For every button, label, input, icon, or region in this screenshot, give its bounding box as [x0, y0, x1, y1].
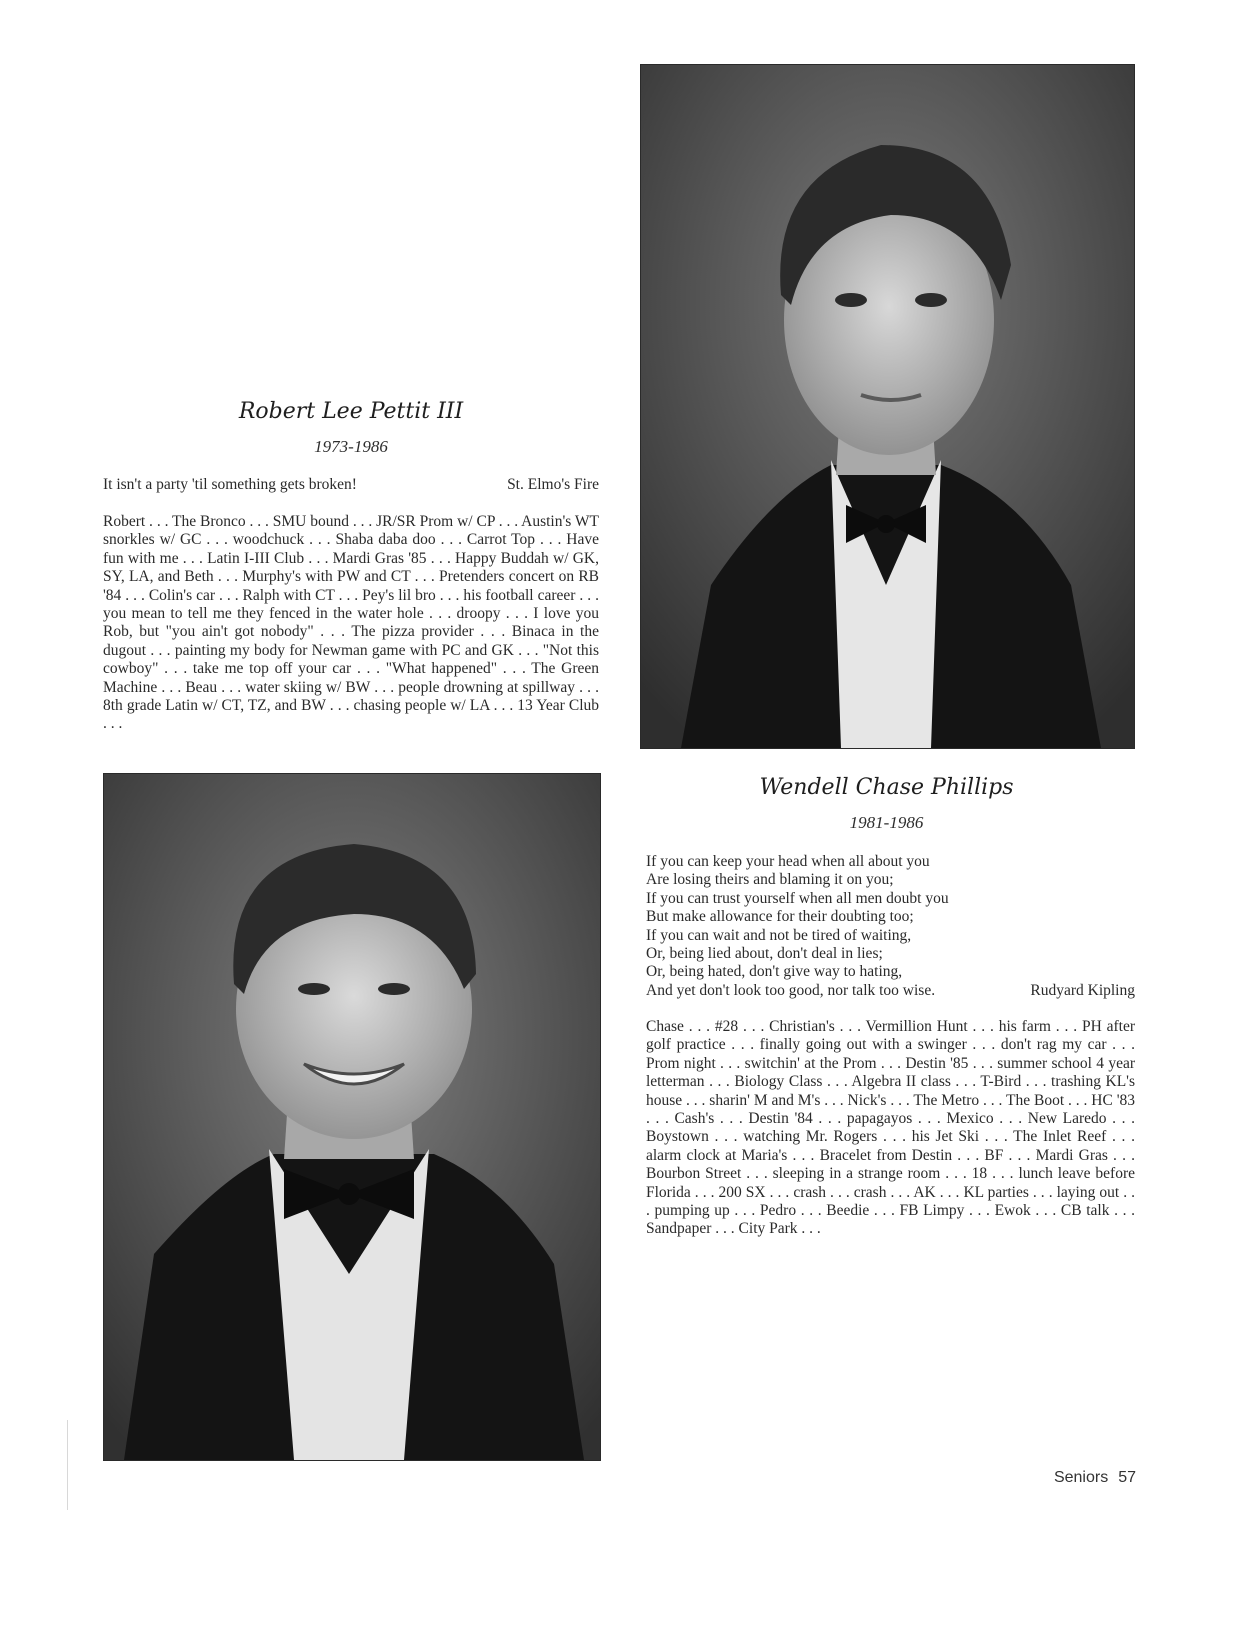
poem-line: Are losing theirs and blaming it on you;: [646, 871, 894, 889]
page-number: 57: [1118, 1469, 1136, 1486]
senior-blurb-pettit: Robert . . . The Bronco . . . SMU bound . . . JR/SR Prom w/ CP . . . Austin's WT snorkles w/ GC . . . woodchuck . . . Shaba daba doo . . . Carrot Top . . . Have fun with me . . . Latin I-III Club . . . Mardi Gras '85 . . . Happy Buddah w/ GK, SY, LA, and Beth . . . Murphy's with PW and CT . . . Pretenders concert on RB '84 . . . Colin's car . . . Ralph with CT . . . Pey's lil bro . . . his football career . . . you mean to tell me they fenced in the water hole . . . droopy . . . I love you Rob, but "you ain't got nobody" . . . The pizza provider . . . Binaca in the dugout . . . painting my body for Newman game with PC and GK . . . "Not this cowboy" . . . take me top off your car . . . "What happened" . . . The Green Machine . . . Beau . . . water skiing w/ BW . . . people drowning at spillway . . . 8th grade Latin w/ CT, TZ, and BW . . . chasing people w/ LA . . . 13 Year Club . . .: [103, 513, 599, 733]
poem-line: If you can wait and not be tired of waiting,: [646, 926, 912, 944]
quote-text: It isn't a party 'til something gets broken!: [103, 476, 357, 493]
senior-name-pettit: Robert Lee Pettit III: [238, 399, 464, 424]
poem-line: If you can keep your head when all about you: [646, 853, 930, 870]
senior-blurb-phillips: Chase . . . #28 . . . Christian's . . . Vermillion Hunt . . . his farm . . . PH after golf practice . . . finally going out with a swinger . . . don't rag my car . . . Prom night . . . switchin' at the Prom . . . Destin '85 . . . summer school 4 year letterman . . . Biology Class . . . Algebra II class . . . T-Bird . . . trashing KL's house . . . sharin' M and M's . . . Nick's . . . The Metro . . . The Boot . . . HC '83 . . . Cash's . . . Destin '84 . . . papagayos . . . Mexico . . . New Laredo . . . Boystown . . . watching Mr. Rogers . . . his Jet Ski . . . The Inlet Reef . . . alarm clock at Maria's . . . Bracelet from Destin . . . BF . . . Mardi Gras . . . Bourbon Street . . . sleeping in a strange room . . . 18 . . . lunch leave before Florida . . . 200 SX . . . crash . . . crash . . . AK . . . KL parties . . . laying out . . . pumping up . . . Pedro . . . Beedie . . . FB Limpy . . . Ewok . . . CB talk . . . Sandpaper . . . City Park . . .: [646, 1018, 1135, 1238]
poem-line: And yet don't look too good, nor talk too wise.: [646, 981, 936, 999]
senior-poem-phillips: [646, 853, 1135, 1000]
poem-line: But make allowance for their doubting too;: [646, 908, 914, 926]
poem-line: Or, being lied about, don't deal in lies;: [646, 945, 883, 963]
poem-line: If you can trust yourself when all men doubt you: [646, 889, 949, 907]
senior-years-phillips: 1981-1986: [849, 813, 924, 832]
quote-source: St. Elmo's Fire: [507, 476, 599, 493]
quote-source: Rudyard Kipling: [1030, 981, 1135, 999]
senior-portrait-phillips: [640, 64, 1135, 749]
page-edge-mark: [67, 1420, 68, 1510]
poem-line: Or, being hated, don't give way to hating,: [646, 963, 903, 981]
section-name: Seniors: [1053, 1469, 1109, 1486]
senior-years-pettit: 1973-1986: [314, 437, 388, 456]
senior-portrait-pettit: [103, 773, 601, 1461]
page-footer: [1044, 1469, 1136, 1487]
senior-name-phillips: Wendell Chase Phillips: [759, 775, 1014, 800]
